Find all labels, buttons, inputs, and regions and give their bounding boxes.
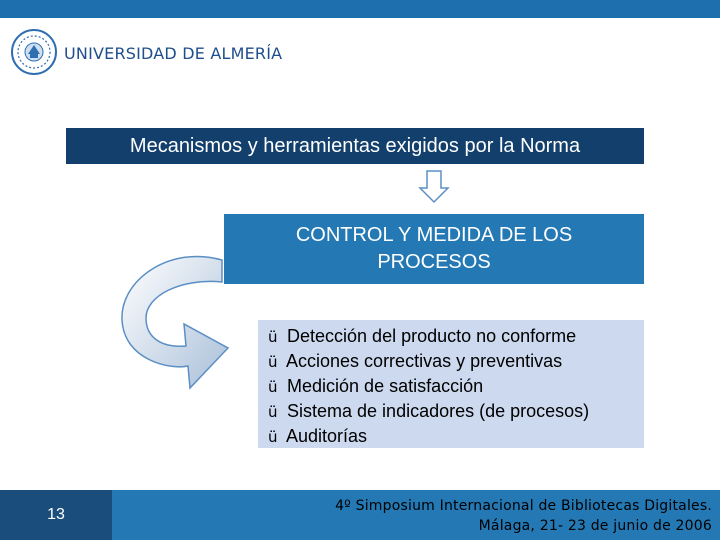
checklist-box (258, 320, 644, 448)
logo-text: UNIVERSIDAD DE ALMERÍA (64, 44, 283, 63)
check-icon: ü (268, 428, 278, 446)
norma-box (66, 128, 644, 164)
control-box (224, 214, 644, 284)
down-arrow-icon (418, 170, 450, 204)
checklist-item: ü Auditorías (268, 424, 644, 449)
page-number (0, 490, 112, 540)
checklist-item: ü Medición de satisfacción (268, 374, 644, 399)
footer-line-2: Málaga, 21- 23 de junio de 2006 (478, 518, 712, 534)
check-icon: ü (268, 353, 278, 371)
top-bar (0, 0, 720, 18)
norma-box-label: Mecanismos y herramientas exigidos por la Norma (129, 134, 581, 157)
checklist-item: ü Acciones correctivas y preventivas (268, 349, 644, 374)
checklist-item: ü Sistema de indicadores (de procesos) (268, 399, 644, 424)
seal-icon (10, 28, 58, 76)
footer-line-1: 4º Simposium Internacional de Bibliotecas Digitales. (335, 498, 712, 514)
control-box-label: CONTROL Y MEDIDA DE LOS PROCESOS (295, 224, 573, 273)
checklist-item: ü Detección del producto no conforme (268, 324, 644, 349)
check-icon: ü (268, 378, 278, 396)
footer-text (232, 496, 712, 536)
curved-arrow-icon (110, 240, 230, 390)
check-icon: ü (268, 403, 278, 421)
check-icon: ü (268, 328, 278, 346)
page-number-label: 13 (47, 506, 65, 523)
